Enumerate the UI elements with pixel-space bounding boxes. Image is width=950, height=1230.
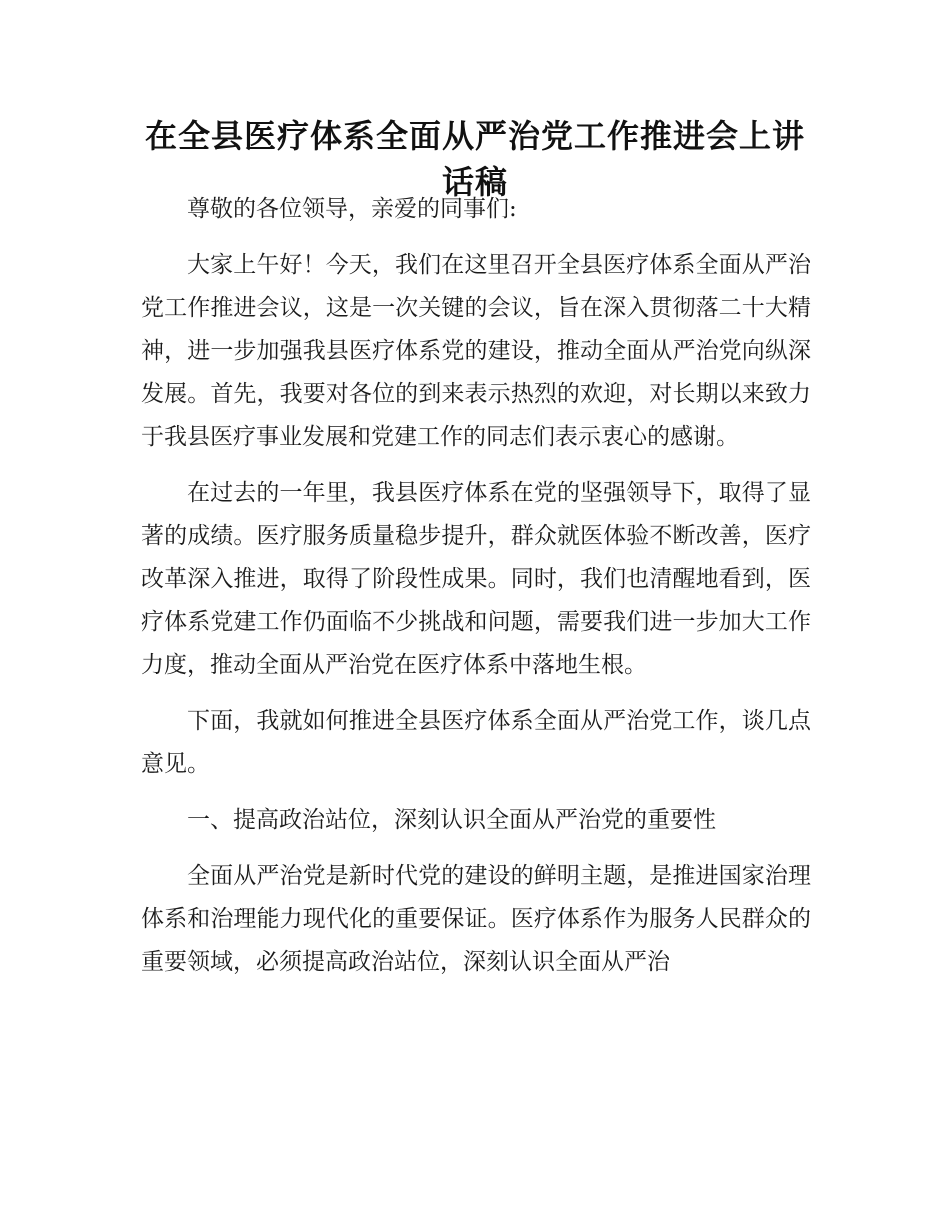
paragraph-achievements: 在过去的一年里，我县医疗体系在党的坚强领导下，取得了显著的成绩。医疗服务质量稳步提升，群众就医体验不断改善，医疗改革深入推进，取得了阶段性成果。同时，我们也清醒地看到，医疗体系党建工作仍面临不少挑战和问题，需要我们进一步加大工作力度，推动全面从严治党在医疗体系中落地生根。 [141, 480, 811, 678]
section-heading-1: 一、提高政治站位，深刻认识全面从严治党的重要性 [187, 807, 716, 833]
paragraph-transition: 下面，我就如何推进全县医疗体系全面从严治党工作，谈几点意见。 [141, 708, 811, 777]
paragraph-salutation: 尊敬的各位领导，亲爱的同事们: [187, 196, 517, 222]
paragraph-section-1: 全面从严治党是新时代党的建设的鲜明主题，是推进国家治理体系和治理能力现代化的重要保证。医疗体系作为服务人民群众的重要领域，必须提高政治站位，深刻认识全面从严治 [141, 863, 811, 975]
paragraph-opening: 大家上午好！今天，我们在这里召开全县医疗体系全面从严治党工作推进会议，这是一次关键的会议，旨在深入贯彻落二十大精神，进一步加强我县医疗体系党的建设，推动全面从严治党向纵深发展。首先，我要对各位的到来表示热烈的欢迎，对长期以来致力于我县医疗事业发展和党建工作的同志们表示衷心的感谢。 [141, 252, 811, 450]
document-title: 在全县医疗体系全面从严治党工作推进会上讲话稿 [144, 117, 805, 201]
document-body [141, 188, 811, 997]
